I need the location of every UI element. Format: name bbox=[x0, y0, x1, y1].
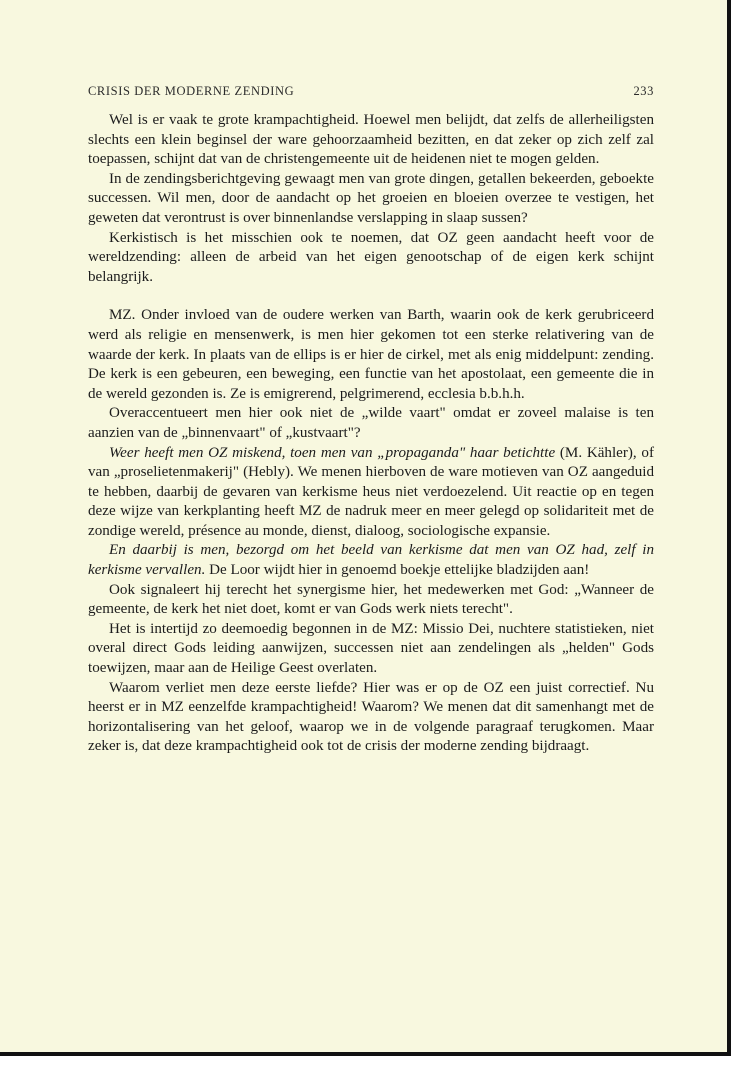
paragraph bbox=[88, 444, 654, 542]
paragraph bbox=[88, 581, 654, 620]
text-run: MZ. Onder invloed van de oudere werken van Barth, waarin ook de kerk gerubriceerd werd als religie en mensenwerk, is men hier gekomen tot een sterke relativering van de waarde der kerk. In plaats van de ellips is er hier de cirkel, met als enig middelpunt: zending. De kerk is een gebeuren, een beweging, een functie van het apostolaat, een gemeente die in de wereld gezonden is. Ze is emigrerend, pelgrimerend, ecclesia b.b.h.h. bbox=[88, 307, 654, 402]
text-run: Wel is er vaak te grote krampachtigheid. Hoewel men belijdt, dat zelfs de allerheiligsten slechts een klein beginsel der ware gehoorzaamheid bezitten, en dat zeker op zich zelf zal toepassen, schijnt dat van de christengemeente uit de heidenen niet te mogen gelden. bbox=[88, 112, 654, 168]
paragraph bbox=[88, 404, 654, 443]
text-run: In de zendingsberichtgeving gewaagt men van grote dingen, getallen bekeerden, geboekte successen. Wil men, door de aandacht op het groeien en bloeien overzee te vestigen, het geweten dat verontrust is over binnenlandse verslapping in slaap sussen? bbox=[88, 170, 654, 226]
text-run: (M. Kähler), of van „proselietenmakerij" (Hebly). We menen hierboven de ware motieven van OZ aangeduid te hebben, daarbij de gevaren van kerkisme heus niet verdoezelend. Uit reactie op en tegen deze wijze van kerkplanting heeft MZ de nadruk meer en meer gelegd op solidariteit met de zondige wereld, présence au monde, dienst, dialoog, sociologische expansie. bbox=[88, 444, 655, 539]
body-text bbox=[88, 111, 654, 757]
paragraph bbox=[88, 111, 654, 170]
paragraph bbox=[88, 306, 654, 404]
paragraph bbox=[88, 229, 654, 288]
text-run: Het is intertijd zo deemoedig begonnen in de MZ: Missio Dei, nuchtere statistieken, niet overal direct Gods leiding aanwijzen, successen niet aan zendelingen als „helden" Gods toewijzen, maar aan de Heilige Geest overlaten. bbox=[88, 620, 654, 677]
paragraph bbox=[88, 679, 654, 757]
text-run: Kerkistisch is het misschien ook te noemen, dat OZ geen aandacht heeft voor de wereldzending: alleen de arbeid van het eigen genootschap of de eigen kerk schijnt belangrijk. bbox=[88, 229, 654, 285]
text-run: De Loor wijdt hier in genoemd boekje ettelijke bladzijden aan! bbox=[205, 562, 590, 579]
italic-text-run: En daarbij is men, bezorgd om het beeld van kerkisme dat men van OZ had, zelf in kerkisme vervallen. bbox=[88, 542, 654, 579]
page-number: 233 bbox=[633, 84, 654, 98]
paragraph bbox=[88, 170, 654, 229]
italic-text-run: Weer heeft men OZ miskend, toen men van „propaganda" haar betichtte bbox=[109, 444, 556, 461]
text-run: Overaccentueert men hier ook niet de „wilde vaart" omdat er zoveel malaise is ten aanzien van de „binnenvaart" of „kustvaart"? bbox=[88, 405, 654, 441]
paragraph bbox=[88, 620, 654, 679]
text-run: Waarom verliet men deze eerste liefde? Hier was er op de OZ een juist correctief. Nu heerst er in MZ eenzelfde krampachtigheid! Waarom? We menen dat dit samenhangt met de horizontalisering van het geloof, waarop we in de volgende paragraaf terugkomen. Maar zeker is, dat deze krampachtigheid ook tot de crisis der moderne zending bijdraagt. bbox=[88, 679, 654, 755]
text-run: Ook signaleert hij terecht het synergisme hier, het medewerken met God: „Wanneer de gemeente, de kerk het niet doet, komt er van Gods werk niets terecht". bbox=[88, 581, 654, 618]
paragraph bbox=[88, 541, 654, 580]
running-title: CRISIS DER MODERNE ZENDING bbox=[88, 84, 295, 98]
